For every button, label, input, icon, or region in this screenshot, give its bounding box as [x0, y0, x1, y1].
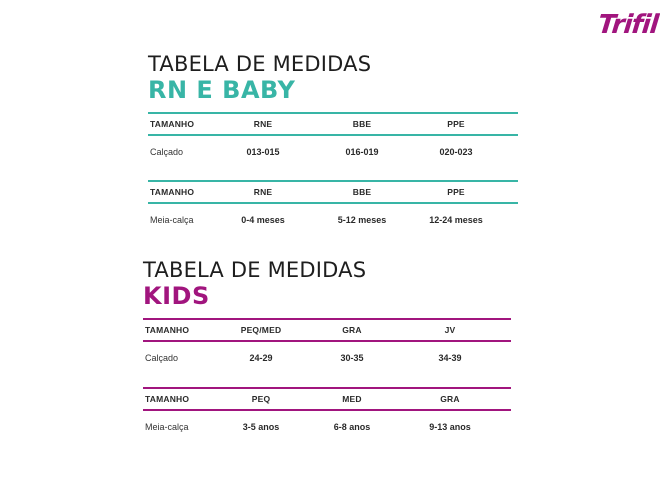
table-cell: 016-019: [345, 147, 379, 157]
table-header-row: [148, 114, 518, 134]
size-table-meia-calca: [143, 387, 511, 443]
header-cell: GRA: [342, 325, 362, 335]
header-cell: GRA: [440, 394, 460, 404]
header-cell: JV: [444, 325, 456, 335]
table-cell: 020-023: [439, 147, 473, 157]
table-header-row: [143, 389, 511, 409]
table-cell: 5-12 meses: [337, 215, 387, 225]
table-cell: 6-8 anos: [333, 422, 371, 432]
row-label: Calçado: [145, 353, 179, 363]
section-title: TABELA DE MEDIDAS: [148, 52, 372, 76]
table-cell: 34-39: [438, 353, 462, 363]
row-label: Meia-calça: [145, 422, 189, 432]
header-cell: BBE: [352, 119, 372, 129]
section-rn-baby: [148, 52, 518, 225]
header-cell: BBE: [352, 187, 372, 197]
section-subtitle: RN E BABY: [148, 76, 296, 104]
size-table-meia-calca: [148, 180, 518, 236]
section-kids: [143, 258, 511, 432]
header-cell: RNE: [253, 187, 273, 197]
table-cell: 0-4 meses: [241, 215, 285, 225]
table-row: [148, 204, 518, 236]
size-table-calcado: [148, 112, 518, 168]
table-cell: 013-015: [246, 147, 280, 157]
section-subtitle: KIDS: [143, 282, 210, 310]
header-cell: PPE: [447, 187, 465, 197]
row-label: Calçado: [150, 147, 184, 157]
section-title: TABELA DE MEDIDAS: [143, 258, 367, 282]
header-cell: PEQ: [251, 394, 271, 404]
table-row: [143, 411, 511, 443]
table-row: [143, 342, 511, 374]
table-cell: 9-13 anos: [429, 422, 471, 432]
table-cell: 24-29: [249, 353, 273, 363]
header-cell: TAMANHO: [150, 187, 195, 197]
header-cell: PEQ/MED: [240, 325, 282, 335]
table-cell: 12-24 meses: [429, 215, 483, 225]
table-header-row: [143, 320, 511, 340]
row-label: Meia-calça: [150, 215, 194, 225]
table-row: [148, 136, 518, 168]
header-cell: TAMANHO: [145, 325, 190, 335]
trifil-logo: Trifil: [596, 10, 660, 40]
header-cell: MED: [342, 394, 362, 404]
table-header-row: [148, 182, 518, 202]
size-table-calcado: [143, 318, 511, 374]
header-cell: PPE: [447, 119, 465, 129]
table-cell: 30-35: [340, 353, 364, 363]
table-cell: 3-5 anos: [242, 422, 280, 432]
header-cell: RNE: [253, 119, 273, 129]
header-cell: TAMANHO: [150, 119, 195, 129]
header-cell: TAMANHO: [145, 394, 190, 404]
